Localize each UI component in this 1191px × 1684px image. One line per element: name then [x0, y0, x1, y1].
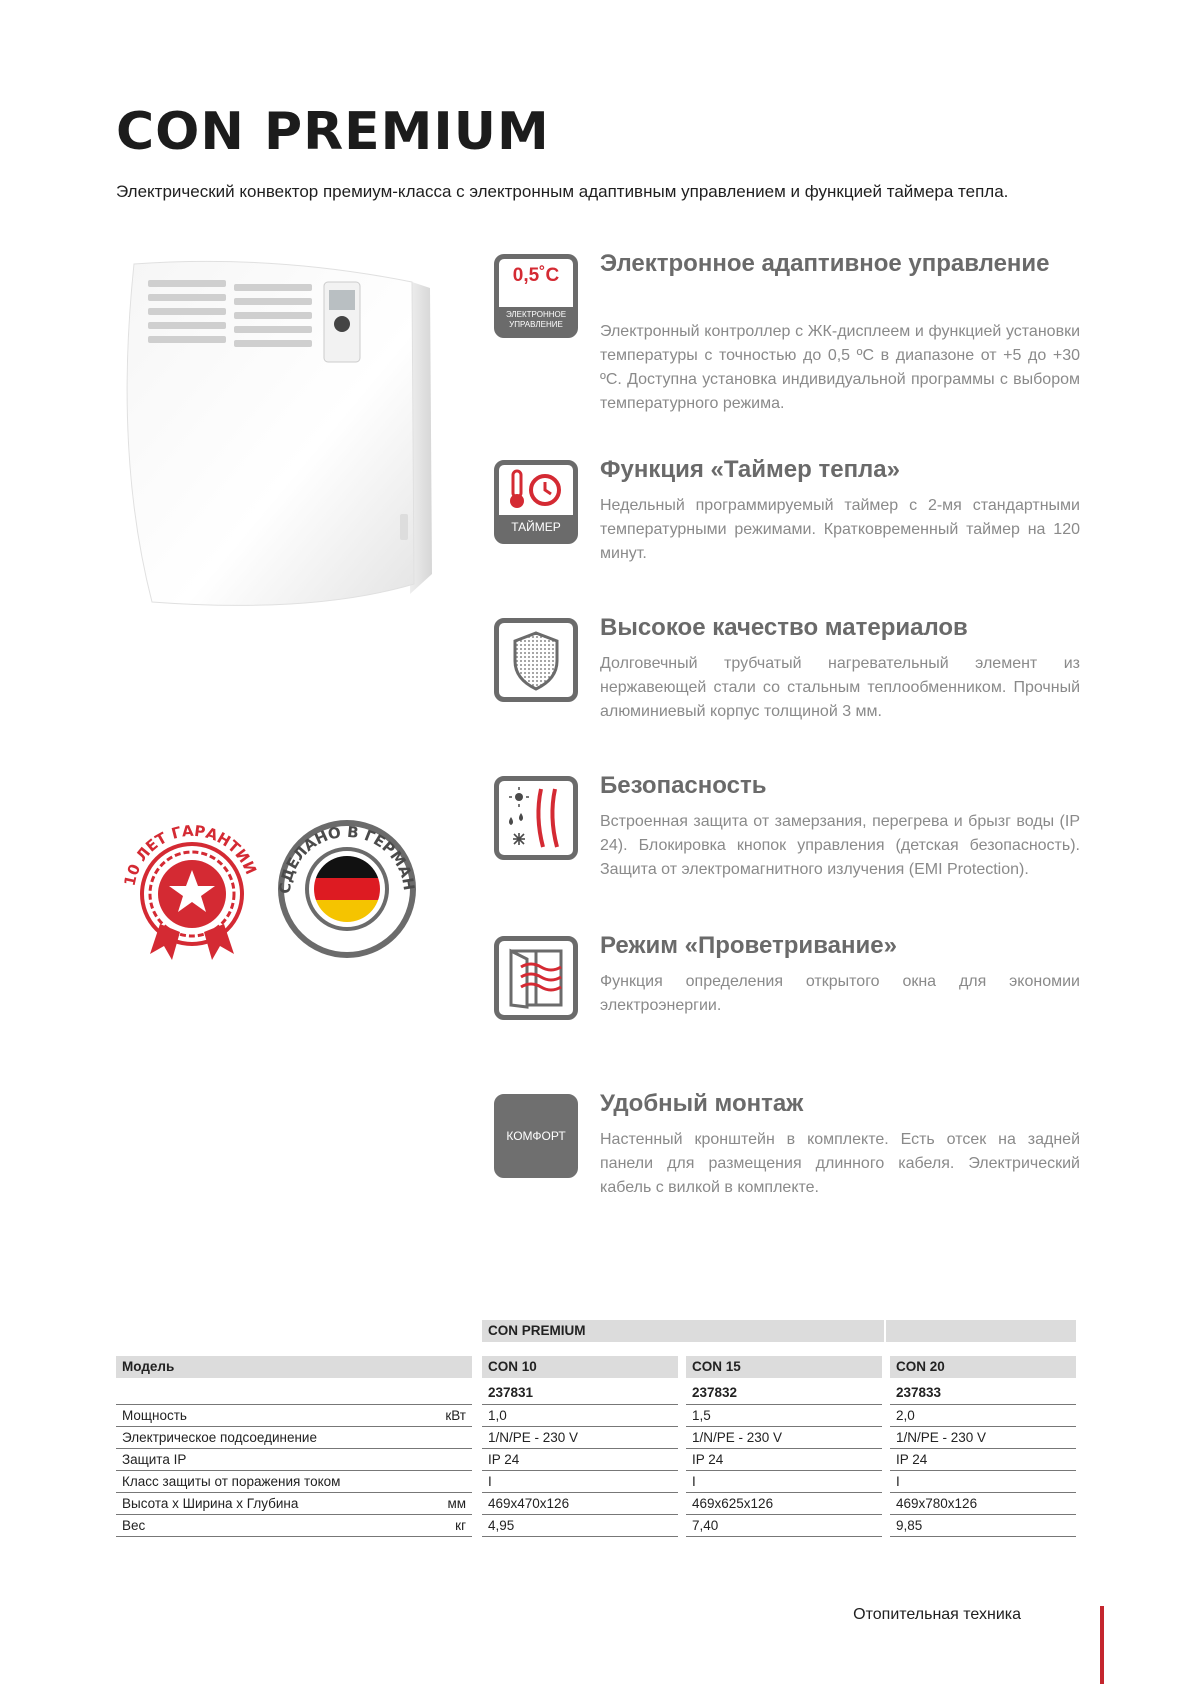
spec-row-unit: мм — [447, 1496, 466, 1511]
spec-model-name: CON 15 — [686, 1356, 882, 1378]
spec-row-value: IP 24 — [488, 1452, 520, 1467]
feature-desc: Долговечный трубчатый нагревательный элемент из нержавеющей стали со стальным теплообменником. Прочный алюминиевый корпус толщиной 3 мм. — [600, 655, 1080, 720]
spec-row-value: 1/N/PE - 230 V — [896, 1430, 987, 1445]
spec-row-value: 9,85 — [896, 1518, 923, 1533]
spec-model-label: Модель — [116, 1356, 472, 1378]
feature-title: Высокое качество материалов — [600, 614, 968, 641]
warranty-badge — [112, 814, 272, 974]
spec-row-value: I — [896, 1474, 900, 1489]
spec-model-name: CON 20 — [890, 1356, 1076, 1378]
spec-row-value: I — [488, 1474, 492, 1489]
timer-icon: ТАЙМЕР — [494, 460, 578, 544]
spec-row-value: 7,40 — [692, 1518, 719, 1533]
safety-icon — [494, 776, 578, 860]
intro-text: Электрический конвектор премиум-класса с электронным адаптивным управлением и функцией таймера тепла. — [116, 182, 1009, 201]
spec-row-label: Мощность — [122, 1408, 187, 1423]
footer-section-label: Отопительная техника — [853, 1606, 1021, 1623]
spec-row-value: IP 24 — [896, 1452, 928, 1467]
spec-row-value: 1/N/PE - 230 V — [692, 1430, 783, 1445]
spec-group-header: CON PREMIUM — [482, 1320, 1076, 1342]
feature-desc: Электронный контроллер с ЖК-дисплеем и функцией установки температуры с точностью до 0,5 ºC в диапазоне от +5 до +30 ºC. Доступна установка индивидуальной программы с выбором температурного режима. — [600, 323, 1080, 412]
footer-accent-bar — [1100, 1606, 1104, 1684]
spec-row-unit — [416, 1427, 466, 1449]
spec-row-unit: кг — [455, 1518, 466, 1533]
spec-row-label: Вес — [122, 1518, 146, 1533]
germany-text: СДЕЛАНО В ГЕРМАН — [275, 822, 419, 895]
spec-model-code: 237831 — [488, 1385, 534, 1400]
spec-row-value: 469x470x126 — [488, 1496, 570, 1511]
page-title: CON PREMIUM — [116, 102, 550, 162]
spec-row-label: Защита IP — [122, 1452, 187, 1467]
feature-title: Режим «Проветривание» — [600, 932, 897, 959]
spec-row-value: I — [692, 1474, 696, 1489]
spec-row-label: Электрическое подсоединение — [122, 1430, 317, 1445]
spec-row-value: 1,0 — [488, 1408, 507, 1423]
spec-row-value: 1,5 — [692, 1408, 711, 1423]
made-in-germany-badge — [272, 814, 422, 964]
comfort-icon: КОМФОРТ — [494, 1094, 578, 1178]
feature-title: Электронное адаптивное управление — [600, 250, 1050, 277]
window-icon — [494, 936, 578, 1020]
spec-model-name: CON 10 — [482, 1356, 678, 1378]
spec-model-code: 237833 — [896, 1385, 942, 1400]
feature-desc: Функция определения открытого окна для экономии электроэнергии. — [600, 973, 1080, 1014]
feature-title: Удобный монтаж — [600, 1090, 804, 1117]
feature-desc: Настенный кронштейн в комплекте. Есть отсек на задней панели для размещения длинного кабеля. Электрический кабель с вилкой в комплекте. — [600, 1131, 1080, 1196]
feature-title: Безопасность — [600, 772, 767, 799]
feature-desc: Встроенная защита от замерзания, перегрева и брызг воды (IP 24). Блокировка кнопок управления (детская безопасность). Защита от электромагнитного излучения (EMI Protection). — [600, 813, 1080, 878]
spec-row-value: IP 24 — [692, 1452, 724, 1467]
spec-row-label: Высота х Ширина х Глубина — [122, 1496, 299, 1511]
shield-icon — [494, 618, 578, 702]
spec-row-unit: кВт — [445, 1408, 466, 1423]
spec-row-value: 469x625x126 — [692, 1496, 774, 1511]
spec-model-code: 237832 — [692, 1385, 738, 1400]
warranty-text: 10 ЛЕТ ГАРАНТИИ — [120, 821, 261, 888]
spec-row-label: Класс защиты от поражения током — [122, 1474, 341, 1489]
thermostat-icon: 0,5˚С ЭЛЕКТРОННОЕ УПРАВЛЕНИЕ — [494, 254, 578, 338]
spec-row-value: 2,0 — [896, 1408, 915, 1423]
spec-row-unit — [416, 1449, 466, 1471]
spec-row-unit — [416, 1471, 466, 1493]
spec-row-value: 469x780x126 — [896, 1496, 978, 1511]
feature-desc: Недельный программируемый таймер с 2-мя стандартными температурными режимами. Кратковременный таймер на 120 минут. — [600, 497, 1080, 562]
product-image — [112, 254, 452, 644]
spec-row-value: 1/N/PE - 230 V — [488, 1430, 579, 1445]
feature-title: Функция «Таймер тепла» — [600, 456, 900, 483]
spec-row-value: 4,95 — [488, 1518, 515, 1533]
